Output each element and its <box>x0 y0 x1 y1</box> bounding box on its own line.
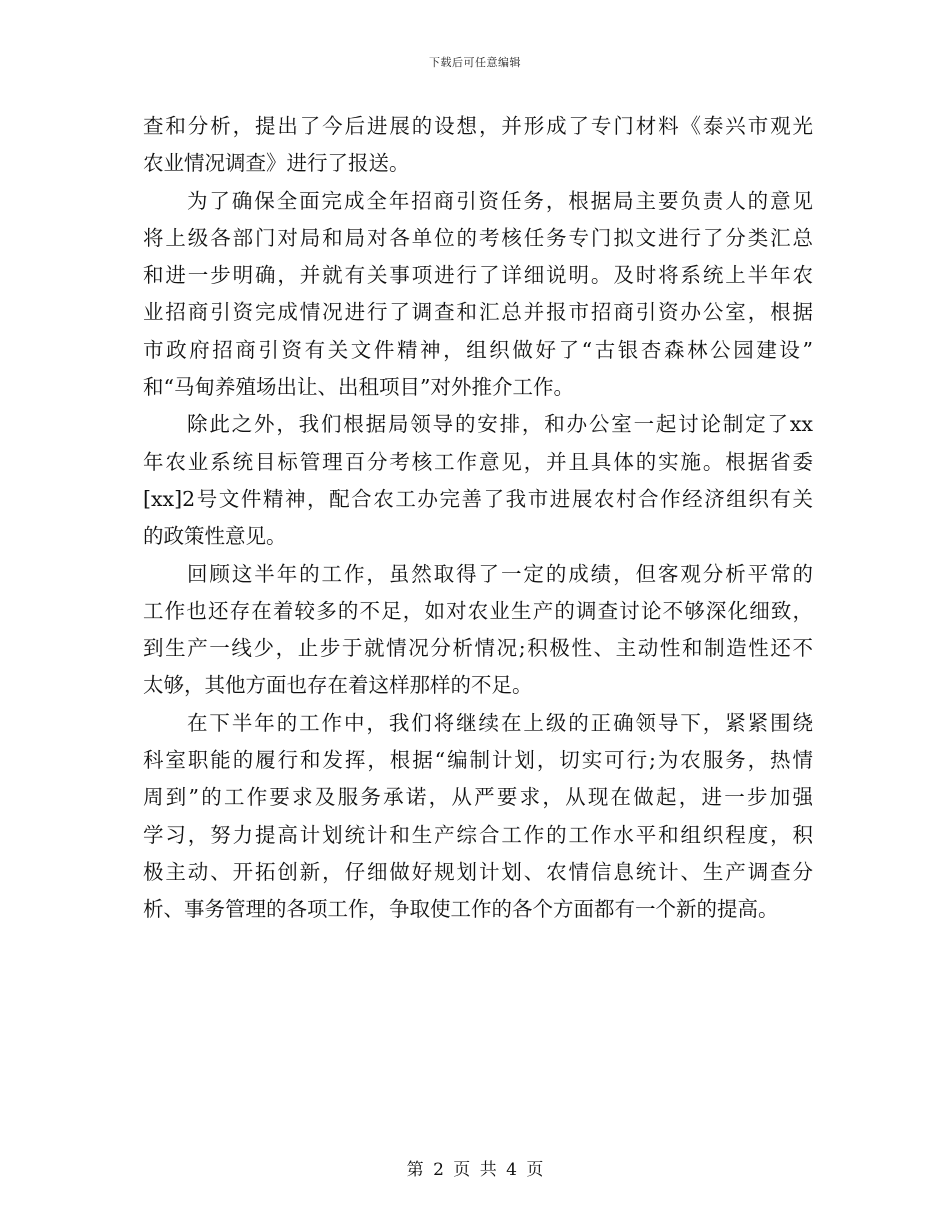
text-line: 周到”的工作要求及服务承诺，从严要求，从现在做起，进一步加强 <box>143 785 813 810</box>
text-line: 和“马甸养殖场出让、出租项目”对外推介工作。 <box>143 375 574 400</box>
page-number-footer: 第 2 页 共 4 页 <box>406 1160 544 1180</box>
document-body <box>143 108 813 929</box>
text-line: 极主动、开拓创新，仔细做好规划计划、农情信息统计、生产调查分 <box>143 859 813 884</box>
text-line: 市政府招商引资有关文件精神，组织做好了“古银杏森林公园建设” <box>143 337 813 362</box>
text-line: 农业情况调查》进行了报送。 <box>143 151 410 176</box>
text-line: 为了确保全面完成全年招商引资任务，根据局主要负责人的意见 <box>187 188 813 213</box>
text-line: 除此之外，我们根据局领导的安排，和办公室一起讨论制定了xx <box>187 412 813 437</box>
text-line: [xx]2号文件精神，配合农工办完善了我市进展农村合作经济组织有关 <box>143 486 813 511</box>
text-line: 在下半年的工作中，我们将继续在上级的正确领导下，紧紧围绕 <box>187 710 813 735</box>
text-line: 太够，其他方面也存在着这样那样的不足。 <box>143 673 533 698</box>
paragraph <box>143 108 813 183</box>
text-line: 业招商引资完成情况进行了调查和汇总并报市招商引资办公室，根据 <box>143 300 813 325</box>
text-line: 查和分析，提出了今后进展的设想，并形成了专门材料《泰兴市观光 <box>143 114 813 138</box>
text-line: 回顾这半年的工作，虽然取得了一定的成绩，但客观分析平常的 <box>187 561 813 586</box>
paragraph <box>143 406 813 555</box>
text-line: 和进一步明确，并就有关事项进行了详细说明。及时将系统上半年农 <box>143 263 813 288</box>
text-line: 将上级各部门对局和局对各单位的考核任务专门拟文进行了分类汇总 <box>143 225 813 250</box>
text-line: 析、事务管理的各项工作，争取使工作的各个方面都有一个新的提高。 <box>143 897 779 922</box>
text-line: 年农业系统目标管理百分考核工作意见，并且具体的实施。根据省委 <box>143 449 813 474</box>
text-line: 的政策性意见。 <box>143 524 287 549</box>
text-line: 工作也还存在着较多的不足，如对农业生产的调查讨论不够深化细致， <box>143 598 813 623</box>
paragraph <box>143 556 813 705</box>
page-header: 下载后可任意编辑 <box>429 56 521 69</box>
paragraph <box>143 183 813 407</box>
text-line: 科室职能的履行和发挥，根据“编制计划，切实可行;为农服务，热情 <box>143 748 813 773</box>
text-line: 学习，努力提高计划统计和生产综合工作的工作水平和组织程度，积 <box>143 822 813 847</box>
paragraph <box>143 705 813 929</box>
text-line: 到生产一线少，止步于就情况分析情况;积极性、主动性和制造性还不 <box>143 636 813 661</box>
